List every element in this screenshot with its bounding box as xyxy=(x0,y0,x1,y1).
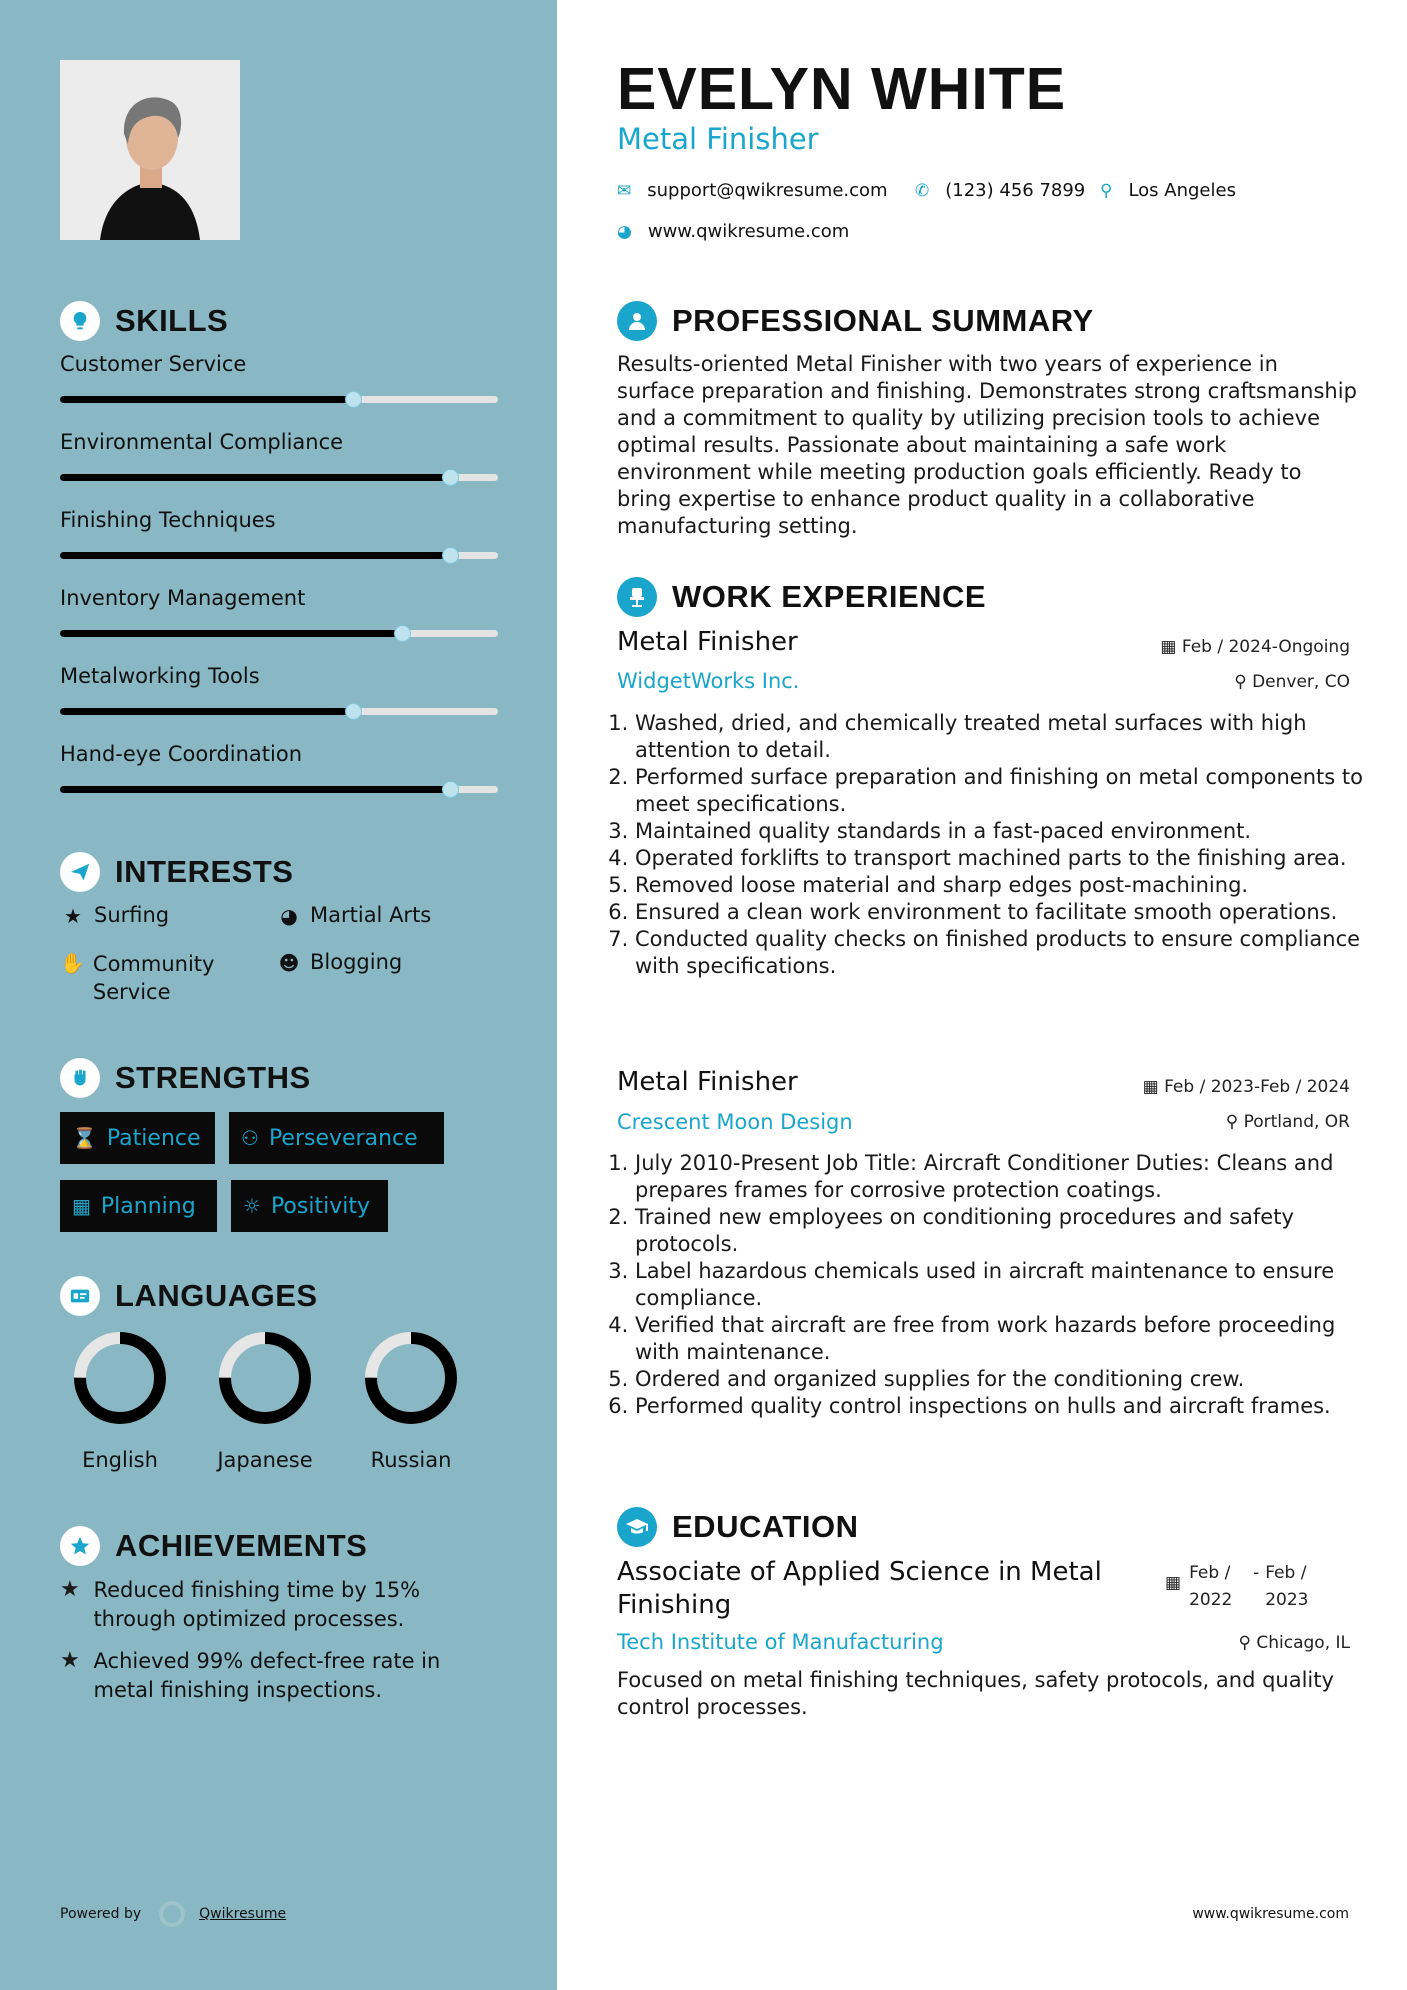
achievement-text: Achieved 99% defect-free rate in metal finishing inspections. xyxy=(93,1649,441,1702)
education-heading xyxy=(617,1507,858,1547)
list-item: 1. Washed, dried, and chemically treated metal surfaces with high attention to detail. xyxy=(635,710,1375,764)
sidebar xyxy=(0,0,557,1990)
skill-bar-knob xyxy=(442,469,459,486)
globe-icon: ◕ xyxy=(280,904,298,928)
paper-plane-icon xyxy=(60,852,100,892)
skill-label: Metalworking Tools xyxy=(60,664,260,688)
language-item xyxy=(55,1330,185,1472)
skill-bar-knob xyxy=(394,625,411,642)
contact-location xyxy=(1100,180,1236,201)
summary-title: PROFESSIONAL SUMMARY xyxy=(672,303,1094,338)
job-company: WidgetWorks Inc. xyxy=(617,669,800,693)
pin-icon: ⚲ xyxy=(1234,672,1253,692)
skill-bar xyxy=(60,552,498,559)
skill-item xyxy=(60,664,498,715)
skill-bar-fill xyxy=(60,786,450,793)
strengths-title: STRENGTHS xyxy=(115,1060,311,1095)
skill-item xyxy=(60,430,498,481)
footer-website[interactable]: www.qwikresume.com xyxy=(1192,1906,1349,1922)
strength-label: Positivity xyxy=(270,1193,370,1219)
skill-bar-knob xyxy=(442,781,459,798)
job-title: Metal Finisher xyxy=(617,1067,798,1097)
trophy-star-icon: ★ xyxy=(60,1577,80,1602)
job-duties xyxy=(617,1150,1375,1420)
list-item: 3. Maintained quality standards in a fast-paced environment. xyxy=(635,818,1375,845)
skill-bar-knob xyxy=(345,703,362,720)
skill-item xyxy=(60,508,498,559)
strength-label: Planning xyxy=(100,1193,196,1219)
date-separator: - xyxy=(1253,1563,1260,1583)
education-description: Focused on metal finishing techniques, safety protocols, and quality control processes. xyxy=(617,1668,1334,1719)
skill-bar xyxy=(60,474,498,481)
phone-text: (123) 456 7899 xyxy=(945,180,1086,201)
candidate-title: Metal Finisher xyxy=(617,122,819,156)
strengths-heading xyxy=(60,1058,311,1098)
chair-icon xyxy=(617,577,657,617)
graduation-cap-icon xyxy=(617,1507,657,1547)
list-item: 6. Ensured a clean work environment to facilitate smooth operations. xyxy=(635,899,1375,926)
skill-bar-knob xyxy=(442,547,459,564)
interest-label: Martial Arts xyxy=(310,903,432,927)
school-location xyxy=(1239,1633,1350,1653)
binoculars-icon: ⚇ xyxy=(241,1126,259,1150)
main-content xyxy=(557,0,1407,1990)
job-date-text: Feb / 2024-Ongoing xyxy=(1181,637,1350,657)
interest-label: Surfing xyxy=(94,903,170,927)
interest-item xyxy=(60,903,169,929)
interests-title: INTERESTS xyxy=(115,854,294,889)
achievements-heading xyxy=(60,1526,367,1566)
pin-icon: ⚲ xyxy=(1225,1112,1244,1132)
skill-label: Customer Service xyxy=(60,352,247,376)
interest-label: Blogging xyxy=(310,950,403,974)
list-item: 3. Label hazardous chemicals used in aircraft maintenance to ensure compliance. xyxy=(635,1258,1375,1312)
skill-label: Finishing Techniques xyxy=(60,508,276,532)
list-item: 4. Verified that aircraft are free from work hazards before proceeding with maintenance. xyxy=(635,1312,1375,1366)
strength-tag xyxy=(229,1112,444,1164)
experience-title: WORK EXPERIENCE xyxy=(672,579,987,614)
skill-bar xyxy=(60,396,498,403)
pin-icon: ⚲ xyxy=(1238,1633,1257,1653)
school-name: Tech Institute of Manufacturing xyxy=(617,1630,944,1654)
phone-icon: ✆ xyxy=(915,180,930,201)
experience-heading xyxy=(617,577,986,617)
skill-bar-fill xyxy=(60,552,450,559)
job-location xyxy=(1234,672,1350,692)
map-pin-icon: ⚲ xyxy=(1100,180,1113,201)
hourglass-icon: ⌛ xyxy=(72,1126,97,1150)
powered-by xyxy=(60,1901,286,1927)
education-start: Feb / 2022 xyxy=(1189,1563,1233,1610)
school-location-text: Chicago, IL xyxy=(1256,1633,1350,1653)
skill-bar xyxy=(60,630,498,637)
language-ring xyxy=(363,1330,459,1426)
job-date xyxy=(1160,637,1350,657)
job-duties xyxy=(617,710,1375,980)
envelope-icon: ✉ xyxy=(617,180,632,201)
skill-bar-fill xyxy=(60,396,353,403)
job-date-text: Feb / 2023-Feb / 2024 xyxy=(1164,1077,1350,1097)
education-dates xyxy=(1165,1560,1323,1614)
skills-heading xyxy=(60,301,228,341)
trophy-star-icon: ★ xyxy=(60,1648,80,1673)
qwikresume-logo-icon xyxy=(159,1901,185,1927)
skill-item xyxy=(60,586,498,637)
interest-item xyxy=(60,950,250,1006)
fist-icon xyxy=(60,1058,100,1098)
contact-email[interactable] xyxy=(617,180,888,201)
skill-item xyxy=(60,352,498,403)
skill-label: Environmental Compliance xyxy=(60,430,344,454)
strength-label: Perseverance xyxy=(268,1125,418,1151)
skill-bar-fill xyxy=(60,630,402,637)
education-title: EDUCATION xyxy=(672,1509,859,1544)
calendar-icon: ▦ xyxy=(1160,637,1182,657)
id-card-icon xyxy=(60,1276,100,1316)
achievement-item xyxy=(60,1647,500,1705)
calendar-icon: ▦ xyxy=(1165,1573,1182,1593)
contact-phone[interactable] xyxy=(915,180,1085,201)
list-item: 4. Operated forklifts to transport machined parts to the finishing area. xyxy=(635,845,1375,872)
avatar xyxy=(60,60,240,240)
website-text: www.qwikresume.com xyxy=(647,221,850,242)
language-item xyxy=(200,1330,330,1472)
list-item: 6. Performed quality control inspections on hulls and aircraft frames. xyxy=(635,1393,1375,1420)
skill-bar-fill xyxy=(60,474,450,481)
languages-heading xyxy=(60,1276,318,1316)
strength-tag xyxy=(231,1180,388,1232)
interest-item xyxy=(276,950,402,976)
interest-item xyxy=(276,903,431,929)
email-text: support@qwikresume.com xyxy=(647,180,888,201)
users-icon: ☻ xyxy=(278,951,300,975)
calendar-icon: ▦ xyxy=(1142,1077,1165,1097)
language-ring xyxy=(217,1330,313,1426)
skill-bar xyxy=(60,786,498,793)
strength-tag xyxy=(60,1180,217,1232)
list-item: 1. July 2010-Present Job Title: Aircraft Conditioner Duties: Cleans and prepares frames for corrosive protection coatings. xyxy=(635,1150,1375,1204)
star-icon: ★ xyxy=(64,904,82,928)
achievement-item xyxy=(60,1576,500,1634)
job-date xyxy=(1143,1077,1350,1097)
language-label: Russian xyxy=(370,1448,452,1472)
location-text: Los Angeles xyxy=(1128,180,1236,201)
contact-website[interactable] xyxy=(617,221,849,242)
job-location xyxy=(1226,1112,1350,1132)
skills-title: SKILLS xyxy=(115,303,229,338)
language-item xyxy=(346,1330,476,1472)
summary-text: Results-oriented Metal Finisher with two years of experience in surface preparation and finishing. Demonstrates strong craftsmanship and a commitment to quality by utilizing precision tools to achieve optimal results. Passionate about maintaining a safe work environment while meeting production goals efficiently. Ready to bring expertise to enhance product quality in a collaborative manufacturing setting. xyxy=(617,352,1357,538)
language-ring xyxy=(72,1330,168,1426)
lightbulb-icon xyxy=(60,301,100,341)
degree-title: Associate of Applied Science in Metal Finishing xyxy=(617,1557,1102,1620)
language-label: Japanese xyxy=(217,1448,313,1472)
summary-heading xyxy=(617,301,1094,341)
language-label: English xyxy=(82,1448,158,1472)
list-item: 5. Ordered and organized supplies for the conditioning crew. xyxy=(635,1366,1375,1393)
list-item: 5. Removed loose material and sharp edges post-machining. xyxy=(635,872,1375,899)
calendar-icon: ▦ xyxy=(72,1194,91,1218)
languages-title: LANGUAGES xyxy=(115,1278,318,1313)
skill-label: Hand-eye Coordination xyxy=(60,742,303,766)
education-end: Feb / 2023 xyxy=(1265,1563,1309,1610)
candidate-name: EVELYN WHITE xyxy=(617,56,1067,122)
job-title: Metal Finisher xyxy=(617,627,798,657)
user-icon xyxy=(617,301,657,341)
achievement-text: Reduced finishing time by 15% through optimized processes. xyxy=(93,1578,421,1631)
strength-tag xyxy=(60,1112,215,1164)
skill-bar-fill xyxy=(60,708,353,715)
globe-icon: ◕ xyxy=(617,221,632,242)
job-location-text: Portland, OR xyxy=(1243,1112,1350,1132)
interest-label: Community Service xyxy=(92,952,215,1004)
skill-bar xyxy=(60,708,498,715)
profile-photo xyxy=(60,60,240,240)
skill-item xyxy=(60,742,498,793)
qwikresume-link[interactable]: Qwikresume xyxy=(199,1906,287,1922)
list-item: 7. Conducted quality checks on finished products to ensure compliance with specifications. xyxy=(635,926,1375,980)
interests-heading xyxy=(60,852,293,892)
job-company: Crescent Moon Design xyxy=(617,1110,853,1134)
powered-by-label: Powered by xyxy=(60,1906,142,1922)
hand-icon: ✋ xyxy=(60,951,85,975)
list-item: 2. Performed surface preparation and finishing on metal components to meet specifications. xyxy=(635,764,1375,818)
list-item: 2. Trained new employees on conditioning procedures and safety protocols. xyxy=(635,1204,1375,1258)
sun-icon: ☼ xyxy=(243,1194,261,1218)
skill-bar-knob xyxy=(345,391,362,408)
skill-label: Inventory Management xyxy=(60,586,306,610)
star-badge-icon xyxy=(60,1526,100,1566)
strength-label: Patience xyxy=(106,1125,201,1151)
achievements-title: ACHIEVEMENTS xyxy=(115,1528,368,1563)
job-location-text: Denver, CO xyxy=(1252,672,1350,692)
